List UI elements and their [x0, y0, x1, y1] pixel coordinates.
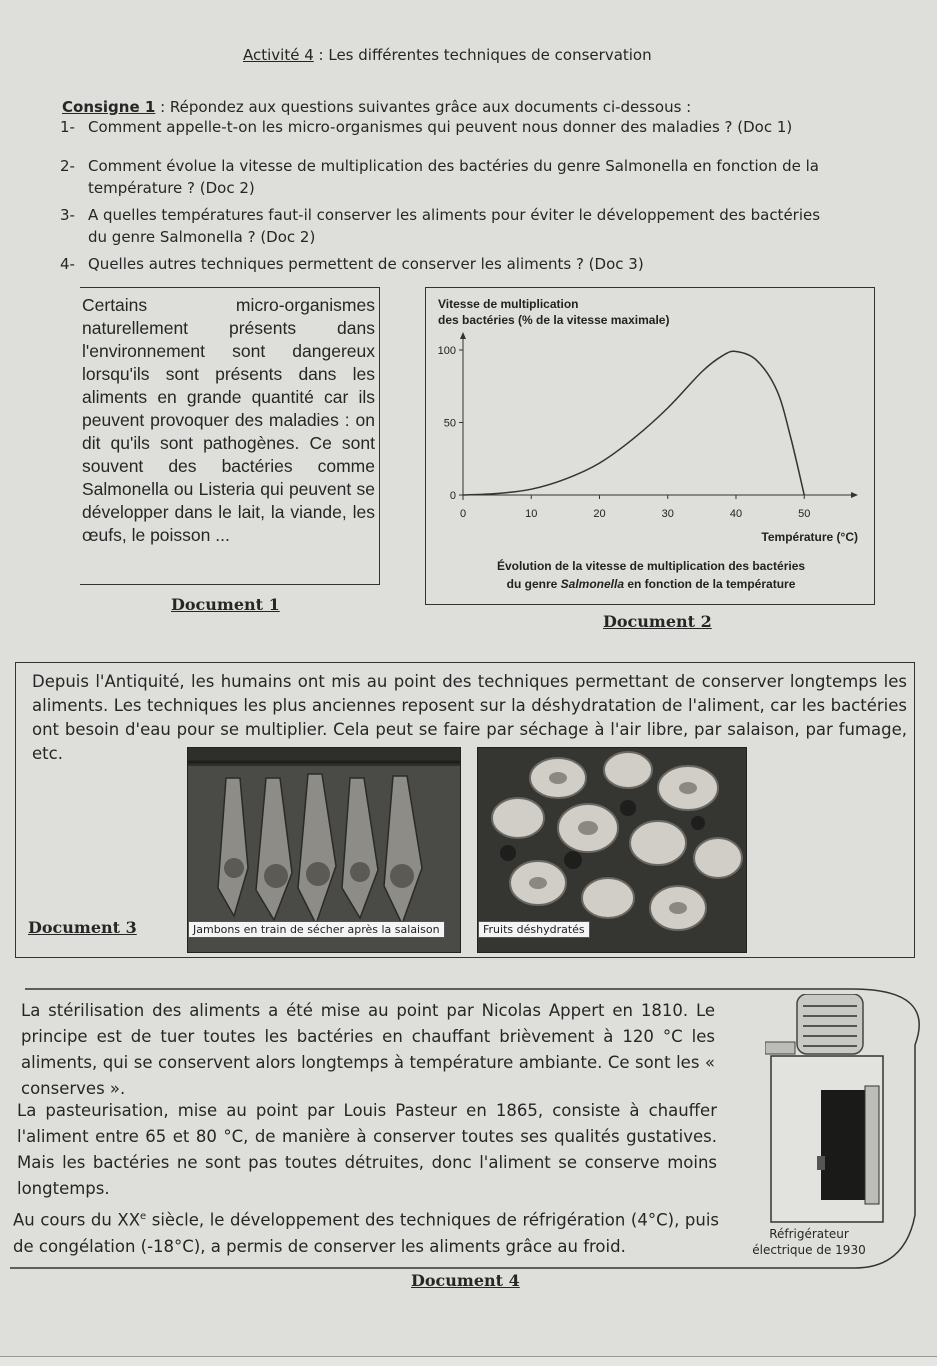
document-2-label: Document 2: [603, 612, 712, 631]
x-tick-label: 20: [593, 508, 606, 520]
question-text: Comment appelle-t-on les micro-organismes qui peuvent nous donner des maladies ? (Doc 1): [88, 118, 793, 136]
document-2-box: [425, 287, 875, 605]
document-1-label: Document 1: [171, 595, 280, 614]
x-tick-label: 40: [729, 508, 743, 520]
activity-title-text: : Les différentes techniques de conservation: [313, 46, 652, 64]
photo-hams-drying: [187, 747, 461, 953]
document-4-label: Document 4: [411, 1271, 520, 1290]
instruction-text: : Répondez aux questions suivantes grâce aux documents ci-dessous :: [155, 98, 692, 116]
question-number: 2-: [60, 157, 75, 175]
instruction: [62, 98, 691, 116]
question-text-cont: température ? (Doc 2): [88, 179, 255, 197]
question-number: 1-: [60, 118, 75, 136]
question-number: 3-: [60, 206, 75, 224]
x-tick-label: 30: [661, 508, 674, 520]
question-1: [60, 116, 920, 138]
photo-dried-fruits: [477, 747, 747, 953]
salmonella-growth-chart: [426, 288, 874, 604]
y-tick-label: 0: [449, 490, 456, 502]
growth-curve: [463, 351, 804, 495]
refrigerator-icon: [765, 994, 885, 1224]
question-text: Quelles autres techniques permettent de conserver les aliments ? (Doc 3): [88, 255, 644, 273]
document-3-text: Depuis l'Antiquité, les humains ont mis au point des techniques permettant de conserver longtemps les aliments. Les techniques les plus anciennes reposent sur la déshydratation de l'aliment, car les bactéries ont besoin d'eau pour se multiplier. Cela peut se faire par séchage à l'air libre, par salaison, par fumage, etc.: [32, 672, 907, 763]
chart-caption-line1: Évolution de la vitesse de multiplication des bactéries: [496, 559, 806, 573]
x-tick-label: 0: [459, 508, 467, 520]
question-text-cont: du genre Salmonella ? (Doc 2): [88, 228, 316, 246]
question-4: [60, 253, 920, 275]
document-4-paragraph-1: La stérilisation des aliments a été mise au point par Nicolas Appert en 1810. Le principe est de tuer toutes les bactéries en chauffant brièvement à 120 °C les aliments, qui se conservent alors longtemps à température ambiante. Ce sont les « conserves ».: [21, 1001, 715, 1098]
instruction-label: Consigne 1: [62, 98, 156, 116]
y-tick-label: 100: [437, 345, 456, 357]
activity-title: [243, 46, 652, 64]
x-axis-label: Température (°C): [761, 530, 858, 544]
document-1-box: [80, 287, 380, 585]
y-axis-label-line1: Vitesse de multiplication: [438, 297, 579, 311]
question-3: [60, 204, 920, 248]
x-axis-arrow: [851, 492, 858, 498]
x-tick-label: 50: [798, 508, 811, 520]
document-1-text: Certains micro-organismes naturellement présents dans l'environnement sont dangereux lorsqu'ils sont présents dans les aliments en grande quantité car ils peuvent provoquer des maladies : on dit qu'ils sont pathogènes. Ce sont souvent des bactéries comme Salmonella ou Listeria qui peuvent se développer dans le lait, la viande, les œufs, le poisson ...: [82, 295, 375, 545]
y-ticks: [438, 345, 463, 502]
chart-caption-line2: du genre Salmonella en fonction de la température: [506, 577, 796, 591]
x-tick-label: 10: [525, 508, 538, 520]
fridge-illustration: [765, 994, 885, 1224]
photo-fruits-caption: Fruits déshydratés: [478, 921, 590, 938]
question-number: 4-: [60, 255, 75, 273]
question-text: Comment évolue la vitesse de multiplication des bactéries du genre Salmonella en fonction de la: [88, 157, 820, 175]
document-4-paragraph-2: La pasteurisation, mise au point par Louis Pasteur en 1865, consiste à chauffer l'aliment entre 65 et 80 °C, de manière à conserver toutes ses qualités gustatives. Mais les bactéries ne sont pas toutes détruites, donc l'aliment se conserve moins longtemps.: [17, 1101, 717, 1198]
x-ticks: [460, 495, 810, 520]
y-tick-label: 50: [443, 417, 456, 430]
question-2: [60, 155, 920, 199]
photo-hams-caption: Jambons en train de sécher après la salaison: [188, 921, 445, 938]
y-axis-label-line2: des bactéries (% de la vitesse maximale): [438, 313, 670, 327]
fridge-caption: [749, 1226, 869, 1258]
document-3-label: Document 3: [28, 918, 137, 937]
fridge-caption-line2: électrique de 1930: [752, 1243, 866, 1257]
activity-number: Activité 4: [243, 46, 314, 64]
document-4-paragraph-3: Au cours du XXe siècle, le développement des techniques de réfrigération (4°C), puis de congélation (-18°C), a permis de conserver les aliments grâce au froid.: [13, 1210, 719, 1256]
y-axis-arrow: [460, 332, 466, 339]
question-text: A quelles températures faut-il conserver les aliments pour éviter le développement des bactéries: [88, 206, 821, 224]
fridge-caption-line1: Réfrigérateur: [769, 1227, 849, 1241]
